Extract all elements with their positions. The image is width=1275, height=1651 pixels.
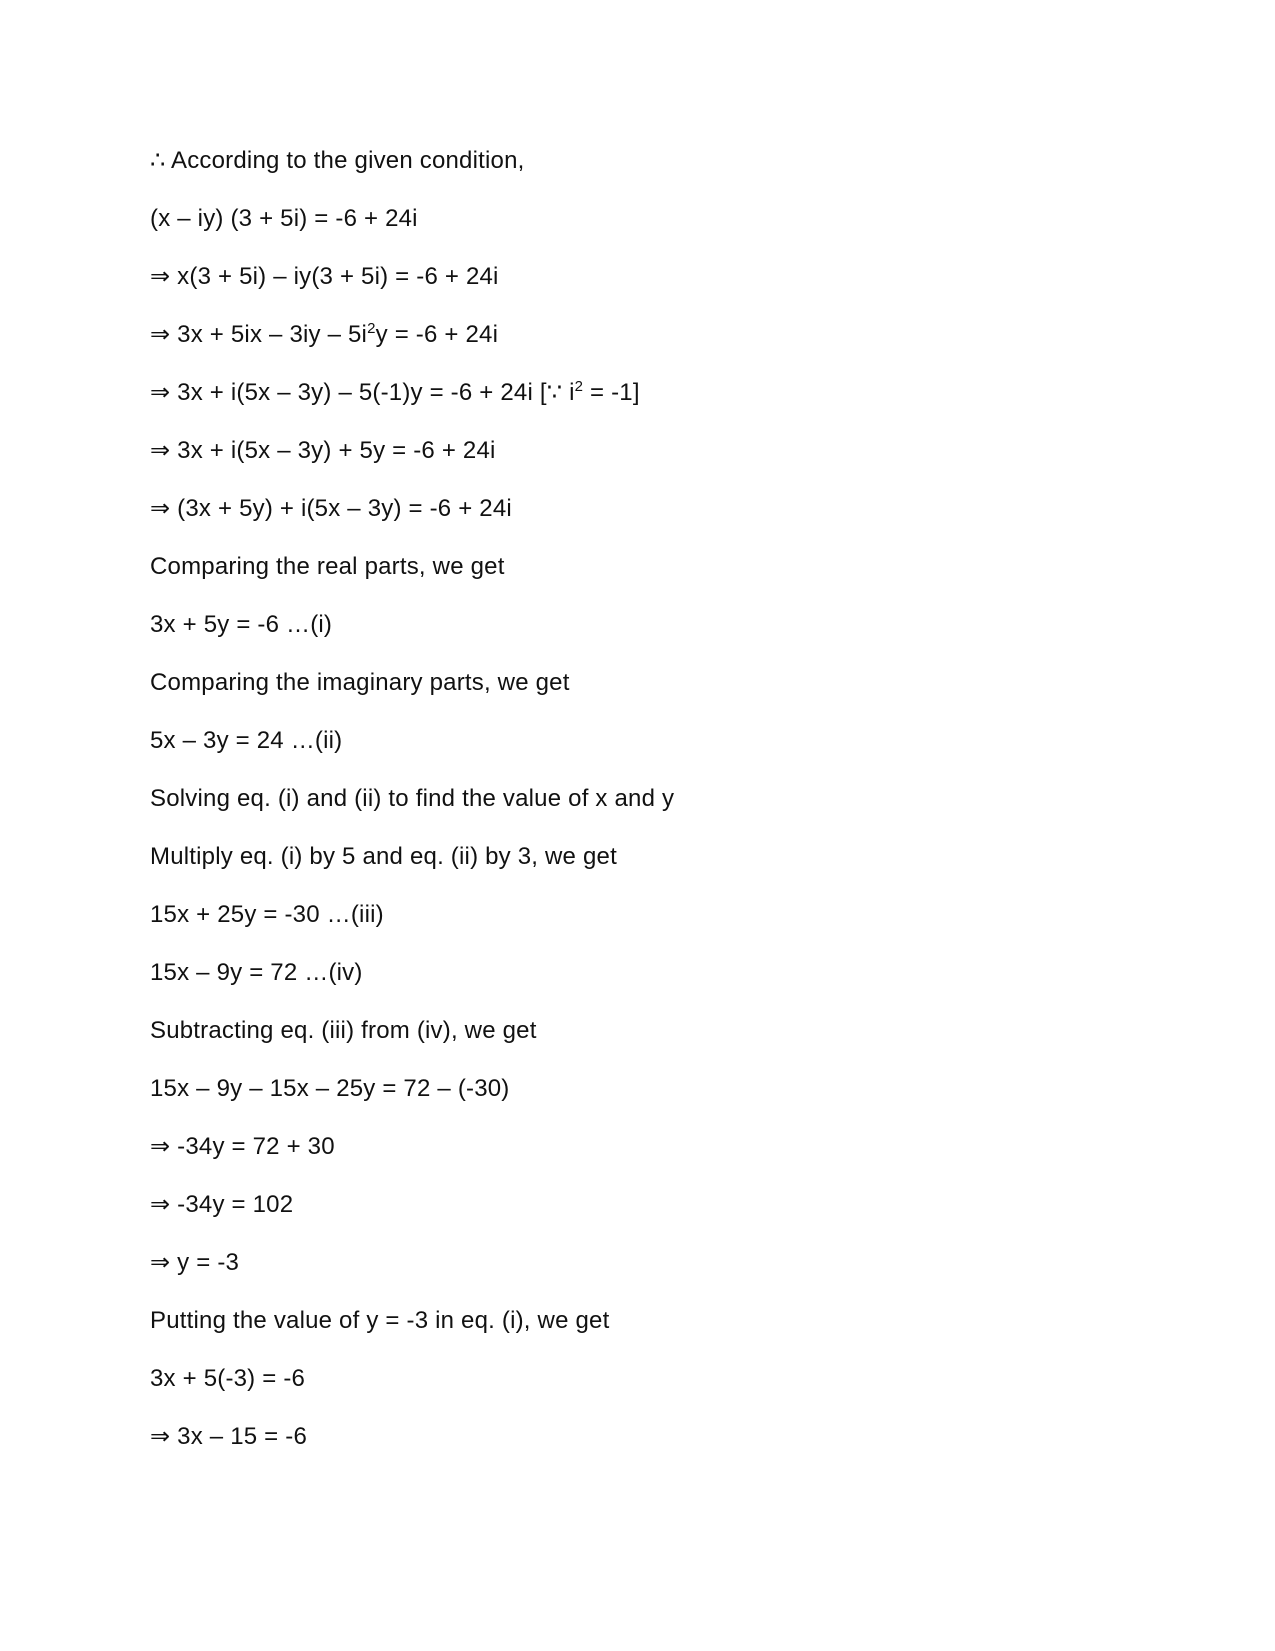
text-line-4-main: ⇒ 3x + 5ix – 3iy – 5i [150,321,368,348]
text-line-15: 15x – 9y = 72 …(iv) [150,959,363,986]
solution-text-block [150,146,1150,1480]
text-line-18: ⇒ -34y = 72 + 30 [150,1133,335,1160]
text-line-4-tail: y = -6 + 24i [375,321,499,348]
text-line-23: ⇒ 3x – 15 = -6 [150,1423,307,1450]
text-line-21: Putting the value of y = -3 in eq. (i), we get [150,1307,610,1334]
text-line-10: Comparing the imaginary parts, we get [150,669,570,696]
text-line-2: (x – iy) (3 + 5i) = -6 + 24i [150,205,418,232]
text-line-16: Subtracting eq. (iii) from (iv), we get [150,1017,537,1044]
text-line-12: Solving eq. (i) and (ii) to find the value of x and y [150,785,675,812]
text-line-8: Comparing the real parts, we get [150,553,505,580]
text-line-14: 15x + 25y = -30 …(iii) [150,901,384,928]
text-line-11: 5x – 3y = 24 …(ii) [150,727,343,754]
superscript-2: 2 [367,320,376,337]
text-line-1: ∴ According to the given condition, [150,147,525,174]
superscript-2: 2 [574,378,584,395]
text-line-5-main: ⇒ 3x + i(5x – 3y) – 5(-1)y = -6 + 24i [∵ i [150,379,575,406]
text-line-6: ⇒ 3x + i(5x – 3y) + 5y = -6 + 24i [150,437,496,464]
text-line-4 [150,320,1150,378]
text-line-5-tail: = -1] [583,379,640,406]
text-line-5 [150,378,1150,436]
text-line-20: ⇒ y = -3 [150,1249,240,1276]
text-line-3: ⇒ x(3 + 5i) – iy(3 + 5i) = -6 + 24i [150,263,499,290]
text-line-13: Multiply eq. (i) by 5 and eq. (ii) by 3, we get [150,843,617,870]
text-line-22: 3x + 5(-3) = -6 [150,1365,306,1392]
text-line-9: 3x + 5y = -6 …(i) [150,611,333,638]
text-line-7: ⇒ (3x + 5y) + i(5x – 3y) = -6 + 24i [150,495,512,522]
text-line-19: ⇒ -34y = 102 [150,1191,294,1218]
text-line-17: 15x – 9y – 15x – 25y = 72 – (-30) [150,1075,510,1102]
